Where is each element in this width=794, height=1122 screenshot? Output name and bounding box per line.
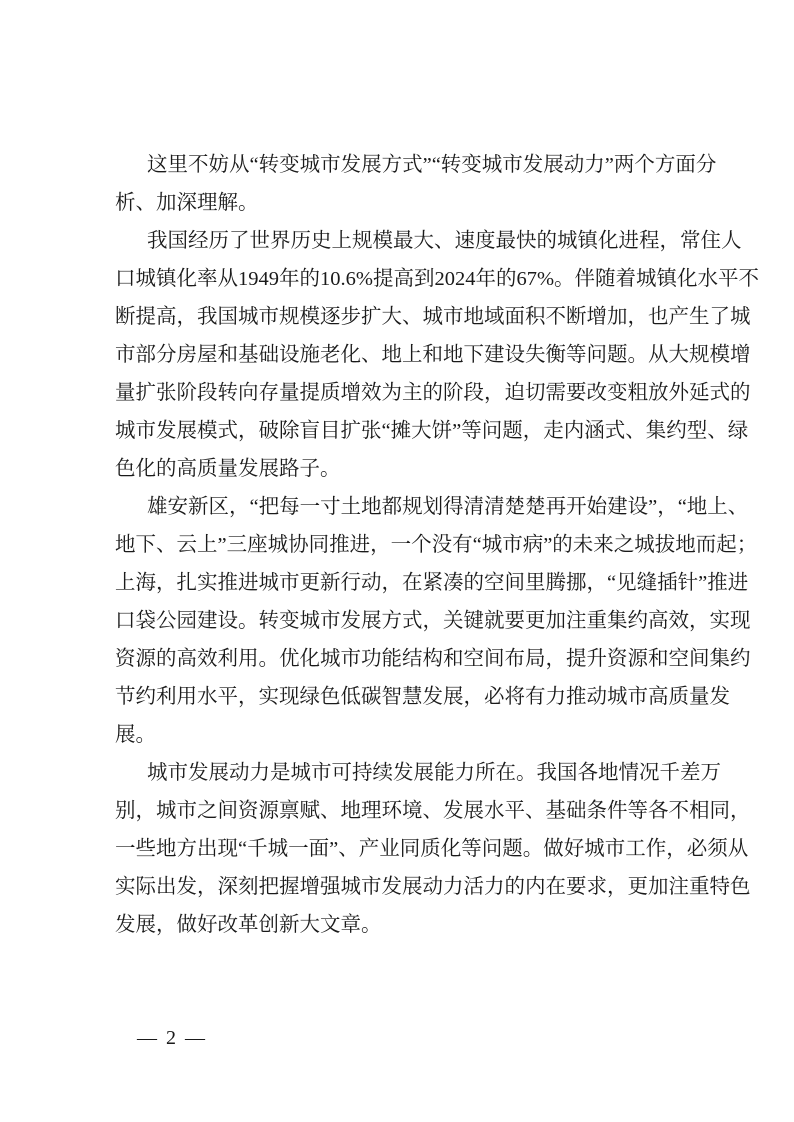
text-line: 别，城市之间资源禀赋、地理环境、发展水平、基础条件等各不相同，	[115, 800, 751, 822]
paragraph	[115, 492, 758, 758]
text-line: 口袋公园建设。转变城市发展方式，关键就要更加注重集约高效，实现	[115, 610, 751, 632]
document-body	[115, 150, 760, 948]
text-line: 城市发展动力是城市可持续发展能力所在。我国各地情况千差万	[147, 762, 721, 784]
text-line: 发展，做好改革创新大文章。	[115, 914, 382, 936]
text-line: 城市发展模式，破除盲目扩张“摊大饼”等问题，走内涵式、集约型、绿	[115, 420, 749, 442]
text-line: 节约利用水平，实现绿色低碳智慧发展，必将有力推动城市高质量发	[115, 686, 730, 708]
text-line: 雄安新区，“把每一寸土地都规划得清清楚楚再开始建设”，“地上、	[147, 496, 749, 518]
text-line: 市部分房屋和基础设施老化、地上和地下建设失衡等问题。从大规模增	[115, 344, 751, 366]
text-line: 地下、云上”三座城协同推进，一个没有“城市病”的未来之城拔地而起；	[115, 534, 758, 556]
text-line: 实际出发，深刻把握增强城市发展动力活力的内在要求，更加注重特色	[115, 876, 751, 898]
text-line: 量扩张阶段转向存量提质增效为主的阶段，迫切需要改变粗放外延式的	[115, 382, 751, 404]
text-line: 这里不妨从“转变城市发展方式”“转变城市发展动力”两个方面分	[147, 154, 717, 176]
paragraph	[115, 150, 717, 226]
text-line: 上海，扎实推进城市更新行动，在紧凑的空间里腾挪，“见缝插针”推进	[115, 572, 749, 594]
text-line: 析、加深理解。	[115, 192, 259, 214]
text-line: 一些地方出现“千城一面”、产业同质化等问题。做好城市工作，必须从	[115, 838, 749, 860]
text-line: 资源的高效利用。优化城市功能结构和空间布局，提升资源和空间集约	[115, 648, 751, 670]
text-line: 展。	[115, 724, 156, 746]
text-line: 断提高，我国城市规模逐步扩大、城市地域面积不断增加，也产生了城	[115, 306, 751, 328]
page-number: — 2 —	[137, 1027, 207, 1049]
text-line: 色化的高质量发展路子。	[115, 458, 341, 480]
text-line: 我国经历了世界历史上规模最大、速度最快的城镇化进程，常住人	[147, 230, 742, 252]
paragraph	[115, 758, 751, 948]
paragraph	[115, 226, 760, 492]
text-line: 口城镇化率从1949年的10.6%提高到2024年的67%。伴随着城镇化水平不	[115, 268, 760, 290]
